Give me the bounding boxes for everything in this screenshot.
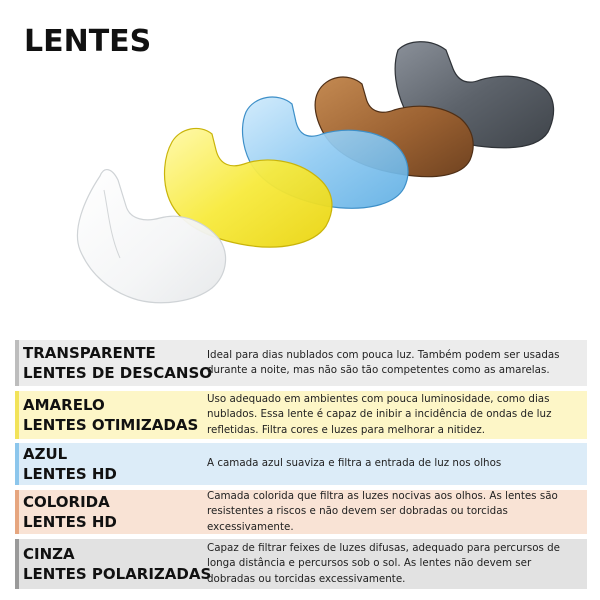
lens-name [15,492,201,532]
row-accent [15,443,19,485]
lens-name-title: CINZA [23,545,75,563]
lens-name-title: TRANSPARENTE [23,344,156,362]
lens-row-azul [15,443,587,485]
lens-name-subtitle: LENTES HD [23,465,117,483]
lens-row-colorida [15,490,587,534]
lens-name-title: AMARELO [23,396,105,414]
lens-name-subtitle: LENTES HD [23,513,117,531]
lens-name [15,343,213,383]
lens-name-title: COLORIDA [23,493,110,511]
row-accent [15,539,19,589]
lens-description: Camada colorida que filtra as luzes nocivas aos olhos. As lentes são resistentes a riscos e não devem ser dobradas ou torcidas excessivamente. [207,489,558,533]
lens-name [15,395,201,435]
lens-row-transparente [15,340,587,386]
lens-name-subtitle: LENTES POLARIZADAS [23,565,212,583]
page-title: LENTES [24,24,152,59]
lens-description: A camada azul suaviza e filtra a entrada de luz nos olhos [207,457,502,470]
row-accent [15,340,19,386]
lens-description: Capaz de filtrar feixes de luzes difusas, adequado para percursos de longa distância e percursos sob o sol. As lentes não devem ser dobradas ou torcidas excessivamente. [207,541,561,585]
lens-name-title: AZUL [23,445,68,463]
lens-description: Ideal para dias nublados com pouca luz. Também podem ser usadas durante a noite, mas não são tão competentes como as amarelas. [207,348,560,376]
lens-row-amarelo [15,391,587,439]
lens-row-cinza [15,539,587,589]
lens-name-subtitle: LENTES DE DESCANSO [23,364,213,382]
row-accent [15,391,19,439]
lens-name [15,444,201,484]
lens-description: Uso adequado em ambientes com pouca luminosidade, como dias nublados. Essa lente é capaz de inibir a incidência de ondas de luz refletidas. Filtra cores e luzes para melhorar a nitidez. [207,392,552,436]
row-accent [15,490,19,534]
lens-name-subtitle: LENTES OTIMIZADAS [23,416,199,434]
lens-name [15,544,212,584]
